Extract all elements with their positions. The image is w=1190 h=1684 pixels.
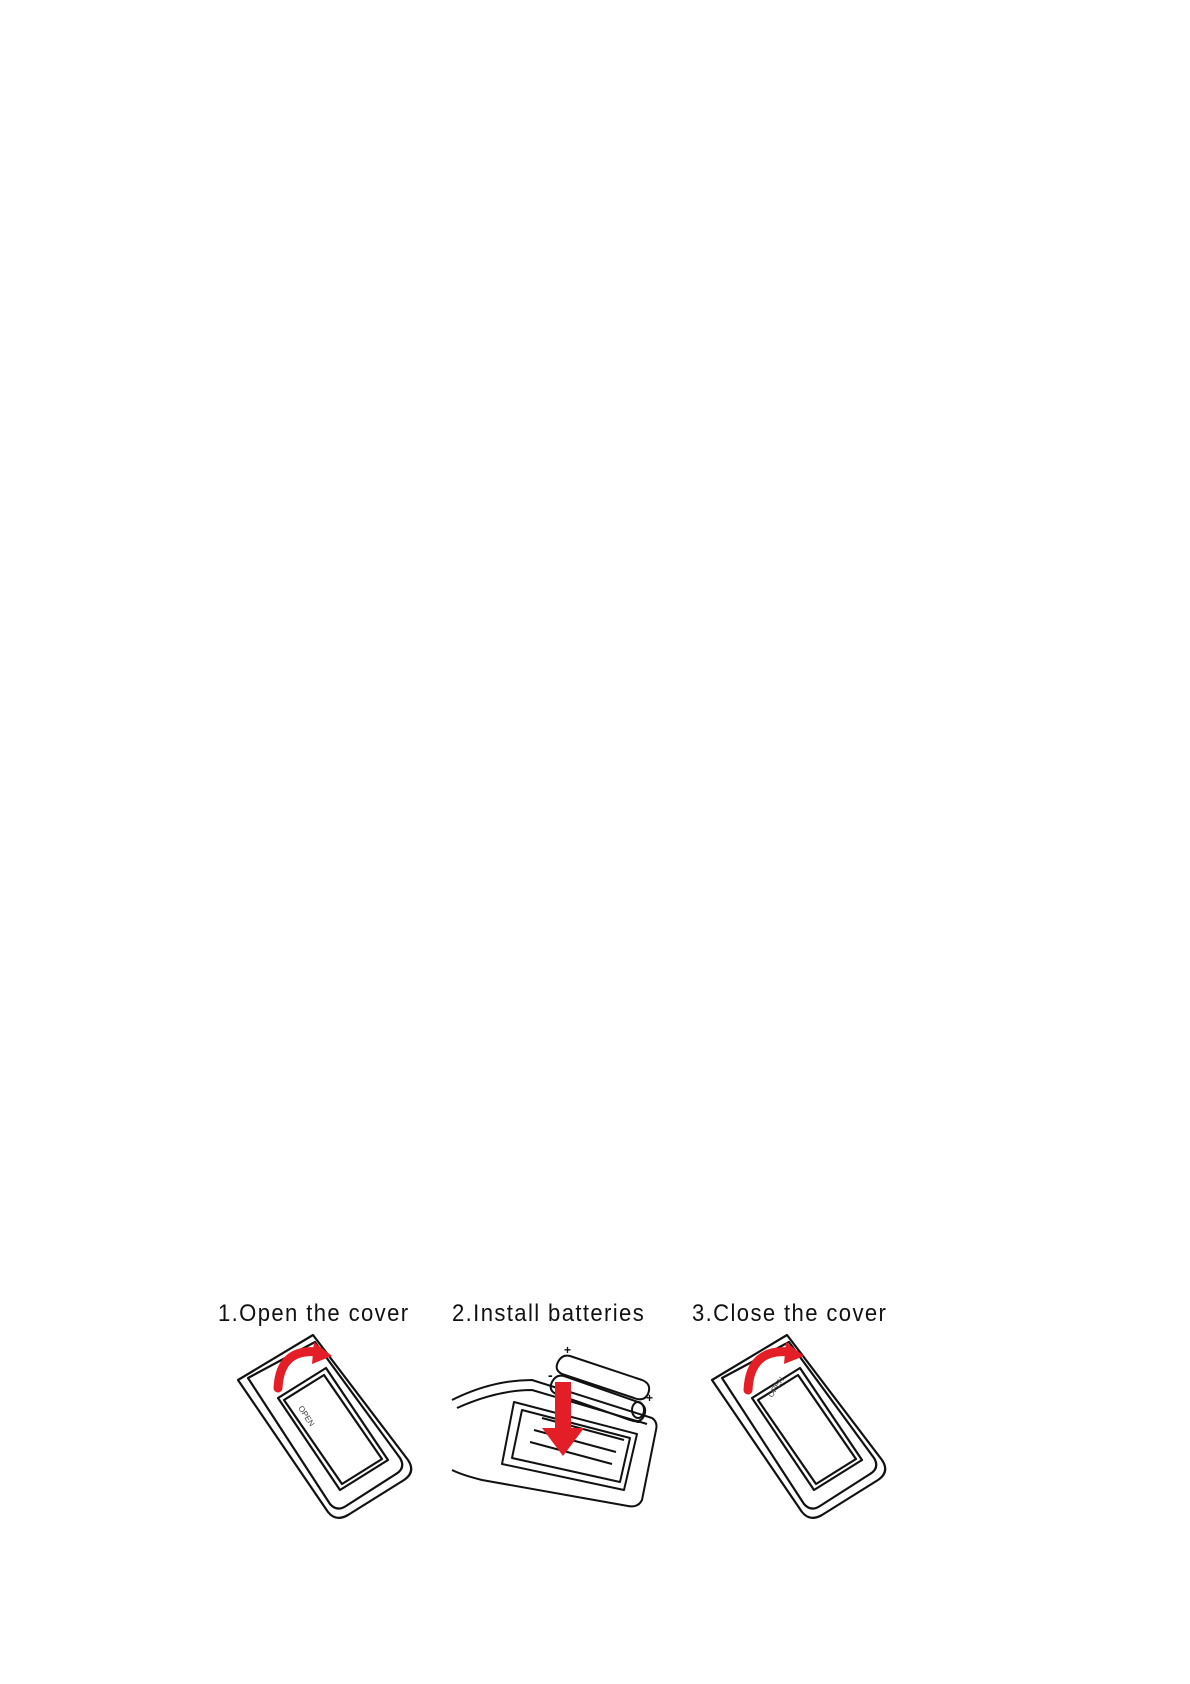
minus-sign: - [548,1367,553,1383]
remote-batteries-illustration [452,1340,702,1540]
step-label: 3.Close the cover [692,1300,888,1327]
plus-sign: + [646,1391,654,1405]
cover-open-text: OPEN [296,1404,317,1429]
remote-close-illustration [692,1340,942,1540]
cover-open-text: OPEN [766,1375,787,1400]
step-label: 1.Open the cover [218,1300,410,1327]
step-install-batteries [452,1300,702,1540]
step-open-cover [218,1300,468,1540]
plus-sign: + [564,1343,572,1357]
step-close-cover [692,1300,942,1540]
step-label: 2.Install batteries [452,1300,646,1327]
battery-instructions [210,1300,950,1540]
minus-sign: - [636,1413,641,1429]
remote-open-illustration [218,1340,468,1540]
